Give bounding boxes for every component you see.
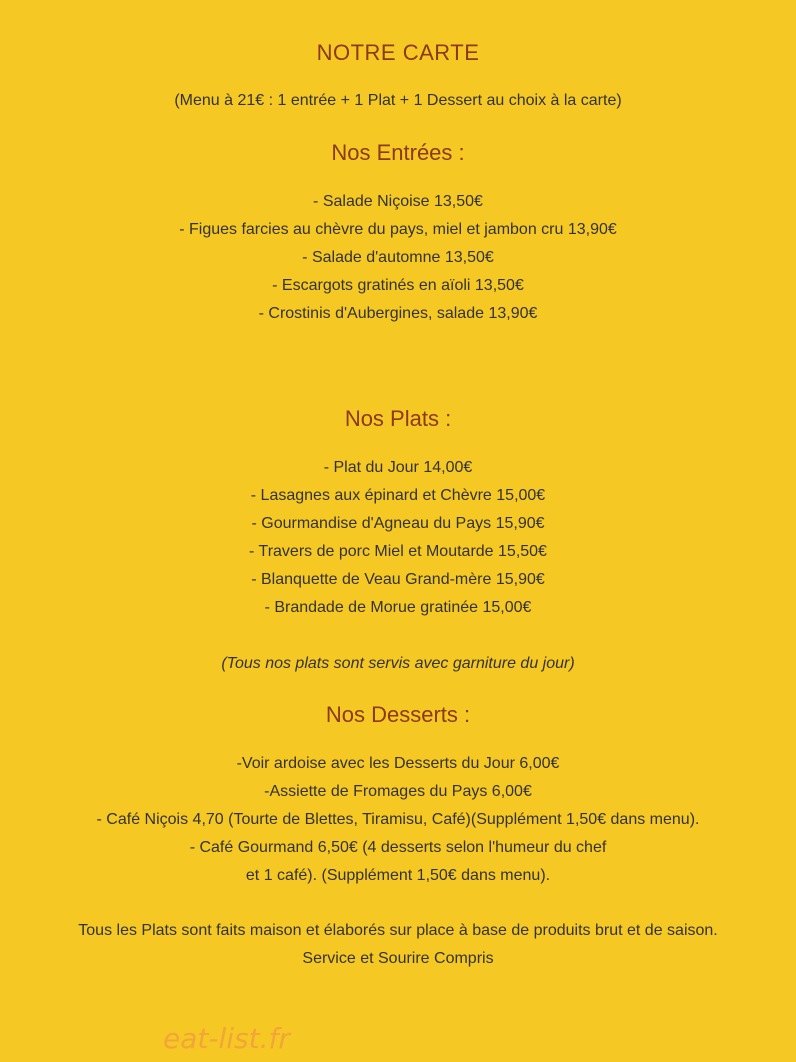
list-item: - Brandade de Morue gratinée 15,00€ — [264, 599, 532, 616]
list-item: - Café Niçois 4,70 (Tourte de Blettes, Tiramisu, Café)(Supplément 1,50€ dans menu). — [96, 811, 700, 828]
menu-title: NOTRE CARTE — [316, 40, 480, 65]
list-item: - Crostinis d'Aubergines, salade 13,90€ — [258, 305, 538, 322]
footer-service: Service et Sourire Compris — [302, 950, 494, 967]
list-item: -Assiette de Fromages du Pays 6,00€ — [264, 783, 532, 800]
entrees-list — [0, 188, 796, 328]
list-item: - Travers de porc Miel et Moutarde 15,50€ — [249, 543, 547, 560]
list-item: et 1 café). (Supplément 1,50€ dans menu). — [245, 867, 551, 884]
watermark-logo: eat-list.fr — [163, 1022, 290, 1055]
footer-homemade: Tous les Plats sont faits maison et élaborés sur place à base de produits brut et de saison. — [78, 922, 718, 939]
list-item: - Blanquette de Veau Grand-mère 15,90€ — [251, 571, 545, 588]
list-item: - Plat du Jour 14,00€ — [323, 459, 473, 476]
entrees-heading: Nos Entrées : — [331, 140, 465, 165]
desserts-heading: Nos Desserts : — [325, 702, 471, 727]
desserts-list — [0, 750, 796, 890]
list-item: - Salade d'automne 13,50€ — [302, 249, 494, 266]
menu-formula: (Menu à 21€ : 1 entrée + 1 Plat + 1 Dessert au choix à la carte) — [174, 92, 622, 109]
list-item: - Gourmandise d'Agneau du Pays 15,90€ — [251, 515, 545, 532]
list-item: -Voir ardoise avec les Desserts du Jour 6,00€ — [236, 755, 560, 772]
plats-heading: Nos Plats : — [344, 406, 452, 431]
plats-list — [0, 454, 796, 622]
list-item: - Salade Niçoise 13,50€ — [313, 193, 483, 210]
list-item: - Café Gourmand 6,50€ (4 desserts selon l'humeur du chef — [189, 839, 607, 856]
list-item: - Lasagnes aux épinard et Chèvre 15,00€ — [250, 487, 546, 504]
list-item: - Escargots gratinés en aïoli 13,50€ — [272, 277, 524, 294]
list-item: - Figues farcies au chèvre du pays, miel et jambon cru 13,90€ — [179, 221, 617, 238]
plats-note: (Tous nos plats sont servis avec garniture du jour) — [221, 655, 575, 672]
